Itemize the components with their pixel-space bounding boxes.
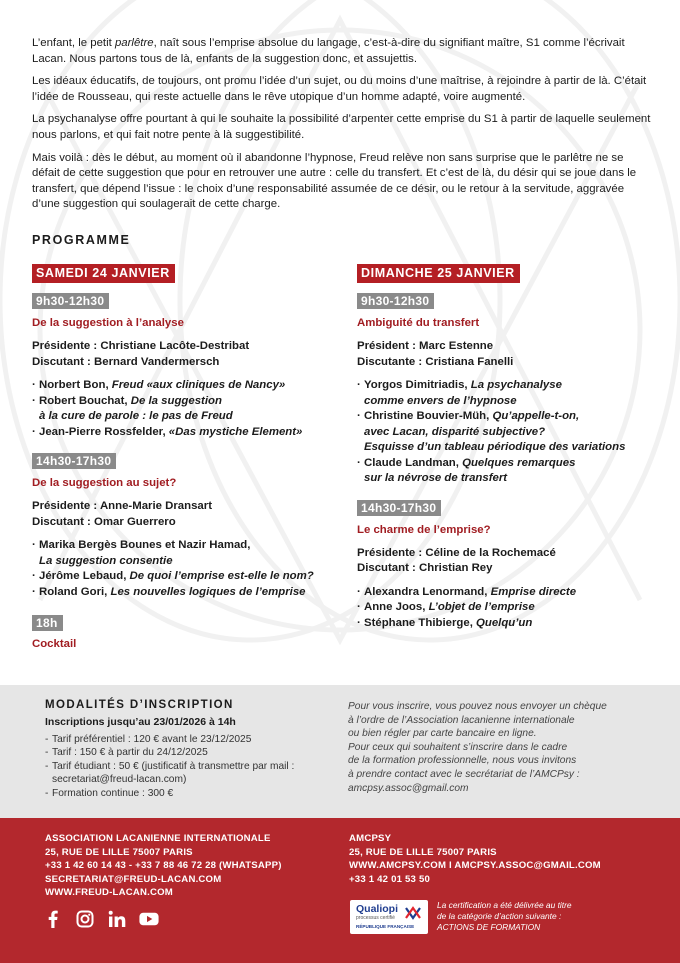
footer [0,818,680,963]
ali-contact: ASSOCIATION LACANIENNE INTERNATIONALE 25, RUE DE LILLE 75007 PARIS +33 1 42 60 14 43 - +33 7 88 46 72 28 (WHATSAPP) SECRETARIAT@FREUD-LACAN.COM WWW.FREUD-LACAN.COM [45,833,282,899]
social-links [43,909,159,929]
session-title: Ambiguité du transfert [357,317,480,329]
session-title: Le charme de l’emprise? [357,523,491,536]
time-badge: 18h [32,615,63,631]
fee-list [45,733,345,800]
ali-email-link[interactable]: SECRETARIAT@FREUD-LACAN.COM [45,873,222,885]
intro-paragraph-1: L’enfant, le petit parlêtre, naît sous l’emprise absolue du langage, c’est-à-dire du signifiant maître, S1 comme l’écrivait Lacan. Nous partons tous de là, enfants de la suggestion donc, et assujettis. [32,37,625,65]
time-badge: 9h30-12h30 [32,293,109,309]
session-roles: Présidente : Christiane Lacôte-Destribat Discutant : Bernard Vandermersch [32,340,250,368]
sunday-day-header: DIMANCHE 25 JANVIER [357,264,520,283]
saturday-column [32,264,332,651]
intro-paragraph-3: La psychanalyse offre pourtant à qui le souhaite la possibilité d’arpenter cette emprise du S1 à partir de laquelle seulement nous parlons, et qui fait notre pente à là suggestibilité. [32,113,651,141]
list-item: · Stéphane Thibierge, Quelqu’un [357,616,533,629]
list-item: · Alexandra Lenormand, Emprise directe [357,585,577,598]
amcpsy-email-link[interactable]: amcpsy.assoc@gmail.com [348,782,469,794]
list-item: - Formation continue : 300 € [45,787,174,799]
list-item: · Claude Landman, Quelques remarques sur la névrose de transfert [357,456,576,484]
qualiopi-mark-icon [404,904,422,922]
list-item: - Tarif étudiant : 50 € (justificatif à transmettre par mail : secretariat@freud-lacan.com) [45,760,295,786]
list-item: · Jean-Pierre Rossfelder, «Das mystiche Element» [32,425,303,438]
list-item: · Yorgos Dimitriadis, La psychanalyse comme envers de l’hypnose [357,379,562,407]
ali-website-link[interactable]: WWW.FREUD-LACAN.COM [45,887,173,899]
intro-paragraph-4: Mais voilà : dès le début, au moment où il abandonne l’hypnose, Freud relève non sans surprise que le parlêtre ne se défait de cette suggestion que pour en retrouver une autre : celle du transfert. Et c’est de là, du désir qui se joue dans le transfert, que dépend l’issue : le choix d’une responsabilité assumée de ce désir, ou le retour à la servitude, aggravée d’une suggestion qui soulagerait de cette charge. [32,151,637,211]
list-item: · Christine Bouvier-Müh, Qu’appelle-t-on, avec Lacan, disparité subjective? Esquisse d’un tableau périodique des variations [357,410,626,453]
sunday-column [357,264,657,631]
registration-info: Pour vous inscrire, vous pouvez nous envoyer un chèque à l’ordre de l’Association lacanienne internationale ou bien régler par carte bancaire en ligne. Pour ceux qui souhaitent s’inscrire dans le cadre de la formation professionnelle, nous vous invitons à prendre contact avec le secrétariat de l’AMCPsy : amcpsy.assoc@gmail.com [348,700,658,795]
linkedin-icon[interactable] [107,909,127,929]
time-badge: 14h30-17h30 [357,500,441,516]
amcpsy-contact: AMCPSY 25, RUE DE LILLE 75007 PARIS WWW.AMCPSY.COM I AMCPSY.ASSOC@GMAIL.COM +33 1 42 01 53 50 [349,833,601,885]
list-item: · Roland Gori, Les nouvelles logiques de l’emprise [32,585,306,598]
instagram-icon[interactable] [75,909,95,929]
youtube-icon[interactable] [139,909,159,929]
registration-deadline: Inscriptions jusqu’au 23/01/2026 à 14h [45,716,236,728]
talk-list [357,585,657,632]
list-item: · Anne Joos, L’objet de l’emprise [357,601,535,613]
session-title: De la suggestion à l’analyse [32,317,184,329]
list-item: · Jérôme Lebaud, De quoi l’emprise est-elle le nom? [32,570,314,582]
registration-section [0,685,680,818]
talk-list [32,538,332,600]
facebook-icon[interactable] [43,909,63,929]
list-item: - Tarif préférentiel : 120 € avant le 23/12/2025 [45,734,252,745]
intro-text [32,36,652,220]
saturday-day-header: SAMEDI 24 JANVIER [32,264,175,283]
qualiopi-logo: Qualiopi processus certifié RÉPUBLIQUE FRANÇAISE [350,900,428,934]
registration-title: MODALITÉS D’INSCRIPTION [45,699,234,711]
time-badge: 14h30-17h30 [32,453,116,469]
session-roles: Présidente : Céline de la Rochemacé Discutant : Christian Rey [357,546,556,574]
session-title: Cocktail [32,638,77,650]
list-item: · Robert Bouchat, De la suggestion à la cure de parole : le pas de Freud [32,394,233,422]
intro-paragraph-2: Les idéaux éducatifs, de toujours, ont promu l’idée d’un sujet, ou du moins d’une maîtrise, à rejoindre à partir de là. C’était l’idée de Rousseau, qui reste actuelle dans le rêve utopique d’un homme adapté, voire augmenté. [32,75,647,103]
list-item: · Norbert Bon, Freud «aux cliniques de Nancy» [32,379,286,391]
list-item: · Marika Bergès Bounes et Nazir Hamad, La suggestion consentie [32,539,251,567]
amcpsy-web-email-link[interactable]: WWW.AMCPSY.COM I AMCPSY.ASSOC@GMAIL.COM [349,860,601,872]
talk-list [32,378,332,440]
time-badge: 9h30-12h30 [357,293,434,309]
certification-note: La certification a été délivrée au titre de la catégorie d’action suivante : ACTIONS DE FORMATION [437,900,572,932]
programme-heading: PROGRAMME [32,233,131,247]
talk-list [357,378,657,487]
session-title: De la suggestion au sujet? [32,477,177,489]
session-roles: Présidente : Anne-Marie Dransart Discutant : Omar Guerrero [32,500,212,528]
session-roles: Président : Marc Estenne Discutante : Cristiana Fanelli [357,340,514,368]
list-item: - Tarif : 150 € à partir du 24/12/2025 [45,747,208,759]
